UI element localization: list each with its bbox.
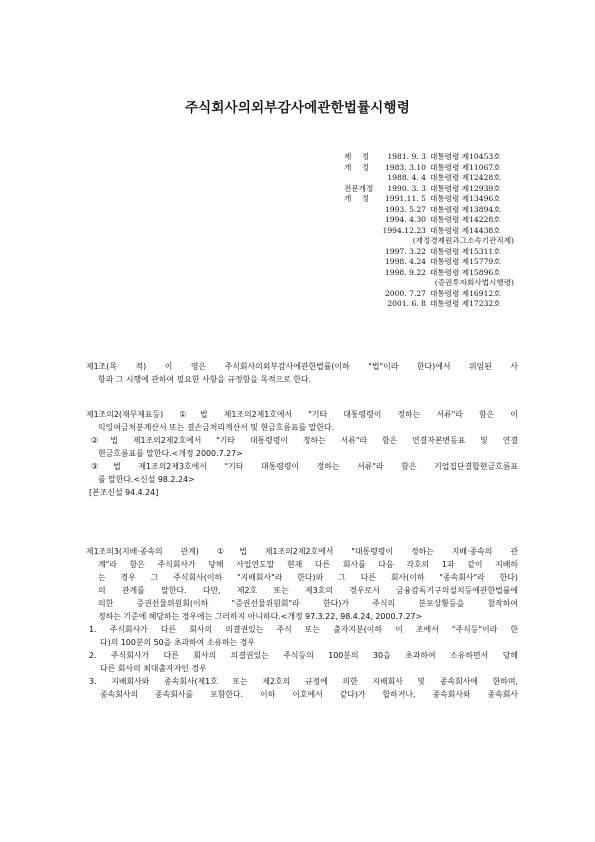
article-1-3-item-2: 2. 주식회사가 다른 회사의 의결권있는 주식등의 100분의 30을 초과하여 소유하면서 당해	[89, 651, 518, 660]
article-1-2-insert-note: [본조신설 94.4.24]	[89, 488, 159, 497]
history-date: 1994. 4.30	[384, 215, 426, 224]
history-row	[330, 215, 530, 226]
article-1-3	[86, 545, 518, 701]
article-1-2-line: 현금흐름표를 말한다.<개정 2000.7.27>	[98, 449, 243, 458]
history-type: 제 정	[344, 152, 374, 161]
history-row	[330, 278, 530, 289]
history-date: 1997. 3.22	[384, 246, 426, 256]
history-note: (재정경제원과그소속기관직제)	[412, 236, 514, 245]
article-1-2-line: 제1조의2(재무제표등) ①법 제1조의2제1호에서 "기타 대통령령이 정하는 서류"라 함은 이	[86, 410, 518, 419]
history-row	[330, 236, 530, 247]
history-date: 1998. 4.24	[384, 257, 426, 266]
article-1-3-line: 의한 증권선물위원회(이하 "증권선물위원회"라 한다)가 주식의 분포상황등을 참작하여	[98, 599, 518, 608]
history-date: 2001. 6. 8	[387, 299, 426, 308]
article-1-3-line: 는 경우 그 주식회사(이하 "지배회사"라 한다)와 그 다른 회사(이하 "종속회사"라 한다)	[98, 573, 518, 582]
history-date: 1994.12.23	[382, 225, 426, 235]
history-type: 개 정	[344, 162, 374, 172]
article-1-3-line: 정하는 기준에 해당하는 경우에는 그러하지 아니하다.<개정 97.3.22, 98.4.24, 2000.7.27>	[98, 612, 423, 621]
history-decree: 대통령령 제15779호	[430, 257, 501, 266]
history-decree: 대통령령 제17232호	[430, 299, 501, 308]
article-1-2-line: 를 말한다.<신설 98.2.24>	[98, 475, 195, 484]
history-decree: 대통령령 제12428호	[430, 173, 501, 182]
history-row	[330, 268, 530, 279]
history-decree: 대통령령 제12939호	[430, 183, 501, 193]
history-date: 1991.11. 5	[384, 194, 426, 203]
article-1-2-line: ③법 제1조의2제3호에서 "기타 대통령령이 정하는 서류"라 함은 기업집단결합현금흐름표	[91, 462, 518, 471]
history-decree: 대통령령 제15311호	[430, 246, 501, 256]
article-1-3-item-1-cont: 다)의 100분의 50을 초과하여 소유하는 경우	[100, 638, 256, 647]
article-1-line: 제1조(목 적) 이 영은 주식회사의외부감사에관한법률(이하 "법"이라 한다)에서 위임된 사	[86, 362, 518, 371]
article-1-3-item-3-cont: 종속회사의 종속회사를 포함한다. 이하 이호에서 같다)가 합하거나, 종속회사와 종속회사	[100, 690, 518, 699]
history-row	[330, 163, 530, 174]
history-type: 전문개정	[344, 183, 374, 193]
article-1-2-line: 익잉여금처분계산서 또는 결손금처리계산서 및 현금흐름표를 말한다.	[98, 423, 335, 432]
history-row	[330, 257, 530, 268]
history-date: 1981. 9. 3	[387, 152, 426, 161]
article-1-2	[86, 408, 518, 499]
history-row	[330, 184, 530, 195]
history-decree: 대통령령 제16912호	[430, 288, 501, 298]
history-date: 1993. 5.27	[384, 204, 426, 214]
article-1-line: 항과 그 시행에 관하여 필요한 사항을 규정함을 목적으로 한다.	[98, 375, 312, 384]
history-row	[330, 289, 530, 300]
article-1-3-item-1: 1. 주식회사가 다른 회사의 의결권있는 주식 또는 출자지분(이하 이 조에서 "주식등"이라 한	[89, 625, 518, 634]
history-row	[330, 226, 530, 237]
history-decree: 대통령령 제13496호	[430, 194, 501, 203]
article-1-2-line: ②법 제1조의2제2호에서 "기타 대통령령이 정하는 서류"라 함은 연결자본변동표 및 연결	[91, 436, 518, 445]
history-type: 개 정	[344, 194, 374, 203]
history-decree: 대통령령 제10453호	[430, 152, 501, 161]
history-row	[330, 173, 530, 184]
history-date: 2000. 7.27	[384, 288, 426, 298]
history-decree: 대통령령 제14438호	[430, 225, 501, 235]
history-date: 1988. 4. 4	[387, 173, 426, 182]
history-row	[330, 194, 530, 205]
history-date: 1998. 9.22	[384, 267, 426, 277]
history-decree: 대통령령 제14228호	[430, 215, 501, 224]
history-date: 1983. 3.10	[384, 162, 426, 172]
history-decree: 대통령령 제13894호	[430, 204, 501, 214]
history-date: 1990. 3. 3	[387, 183, 426, 193]
article-1	[86, 360, 518, 386]
history-row	[330, 299, 530, 310]
document-title: 주식회사의외부감사에관한법률시행령	[184, 100, 411, 116]
article-1-3-item-2-cont: 다른 회사의 최대출자자인 경우	[100, 664, 207, 673]
history-decree: 대통령령 제15896호	[430, 267, 501, 277]
article-1-3-line: 계"라 함은 주식회사가 당해 사업연도말 현재 다른 회사를 다음 각호의 1과 같이 지배하	[98, 560, 518, 569]
history-decree: 대통령령 제11067호	[430, 162, 501, 172]
article-1-3-line: 제1조의3(지배·종속의 관계) ①법 제1조의2제2호에서 "대통령령이 정하는 지배·종속의 관	[86, 547, 518, 556]
history-note: (증권투자회사법시행령)	[434, 278, 514, 287]
article-1-3-item-3: 3. 지배회사와 종속회사(제1호 또는 제2호의 규정에 의한 지배회사 및 종속회사에 한하며,	[89, 677, 518, 686]
history-row	[330, 205, 530, 216]
amendment-history	[330, 152, 530, 310]
history-row	[330, 247, 530, 258]
article-1-3-line: 의 관계를 말한다. 다만, 제2호 또는 제3호의 경우로서 금융감독기구의설치등에관한법률에	[98, 586, 518, 595]
history-row	[330, 152, 530, 163]
